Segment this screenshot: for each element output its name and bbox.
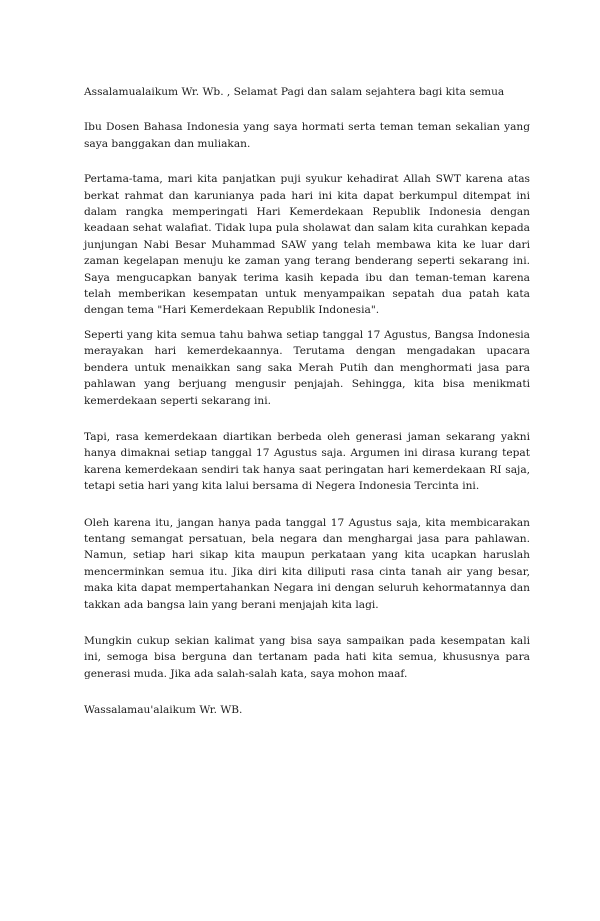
history-paragraph: Seperti yang kita semua tahu bahwa setiap tanggal 17 Agustus, Bangsa Indonesia merayakan hari kemerdekaannya. Terutama dengan mengadakan upacara bendera untuk menaikkan sang saka Merah Putih dan menghormati jasa para pahlawan yang berjuang mengusir penjajah. Sehingga, kita bisa menikmati kemerdekaan seperti sekarang ini. xyxy=(84,328,530,407)
speech-text xyxy=(84,84,530,719)
address-paragraph: Ibu Dosen Bahasa Indonesia yang saya hormati serta teman teman sekalian yang saya banggakan dan muliakan. xyxy=(84,121,530,150)
greeting-paragraph: Assalamualaikum Wr. Wb. , Selamat Pagi dan salam sejahtera bagi kita semua xyxy=(84,86,505,98)
patriotism-paragraph: Oleh karena itu, jangan hanya pada tanggal 17 Agustus saja, kita membicarakan tentang semangat persatuan, bela negara dan menghargai jasa para pahlawan. Namun, setiap hari sikap kita maupun perkataan yang kita ucapkan haruslah mencerminkan semua itu. Jika diri kita diliputi rasa cinta tanah air yang besar, maka kita dapat mempertahankan Negara ini dengan seluruh kehormatannya dan takkan ada bangsa lain yang berani menjajah kita lagi. xyxy=(84,516,530,611)
meaning-paragraph: Tapi, rasa kemerdekaan diartikan berbeda oleh generasi jaman sekarang yakni hanya dimaknai setiap tanggal 17 Agustus saja. Argumen ini dirasa kurang tepat karena kemerdekaan sendiri tak hanya saat peringatan hari kemerdekaan RI saja, tetapi setia hari yang kita lalui bersama di Negera Indonesia Tercinta ini. xyxy=(84,430,530,493)
opening-paragraph: Pertama-tama, mari kita panjatkan puji syukur kehadirat Allah SWT karena atas berkat rahmat dan karunianya pada hari ini kita dapat berkumpul ditempat ini dalam rangka memperingati Hari Kemerdekaan Republik Indonesia dengan keadaan sehat walafiat. Tidak lupa pula sholawat dan salam kita curahkan kepada junjungan Nabi Besar Muhammad SAW yang telah membawa kita ke luar dari zaman kegelapan menuju ke zaman yang terang benderang seperti sekarang ini. Saya mengucapkan banyak terima kasih kepada ibu dan teman-teman karena telah memberikan kesempatan untuk menyampaikan sepatah dua patah kata dengan tema "Hari Kemerdekaan Republik Indonesia". xyxy=(84,173,530,317)
closing-paragraph: Mungkin cukup sekian kalimat yang bisa saya sampaikan pada kesempatan kali ini, semoga bisa berguna dan tertanam pada hati kita semua, khususnya para generasi muda. Jika ada salah-salah kata, saya mohon maaf. xyxy=(84,634,530,680)
farewell-paragraph: Wassalamau'alaikum Wr. WB. xyxy=(84,704,243,717)
